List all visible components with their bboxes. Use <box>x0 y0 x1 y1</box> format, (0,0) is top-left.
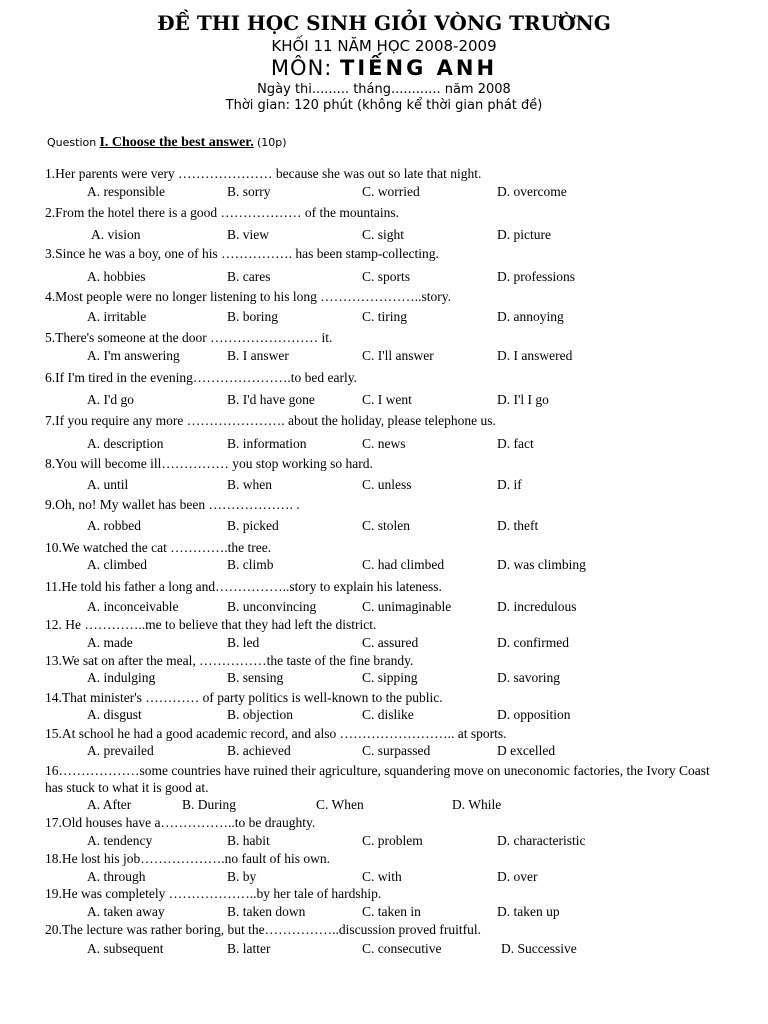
question-9-options <box>0 518 768 535</box>
question-8-text: 8.You will become ill…………… you stop working so hard. <box>45 456 373 471</box>
question-13-options <box>0 670 768 687</box>
question-14-option-a: A. disgust <box>87 707 142 722</box>
question-15-text: 15.At school he had a good academic record, and also …………………….. at sports. <box>45 726 507 741</box>
question-3-option-c: C. sports <box>362 269 411 284</box>
question-20-option-c: C. consecutive <box>362 941 442 956</box>
question-20-option-a: A. subsequent <box>87 941 164 956</box>
question-11-option-a: A. inconceivable <box>87 599 179 614</box>
question-19-option-c: C. taken in <box>362 904 421 919</box>
question-10-text: 10.We watched the cat ………….the tree. <box>45 540 272 555</box>
question-7-option-c: C. news <box>362 436 406 451</box>
question-2-option-d: D. picture <box>497 227 551 242</box>
grade-year-line: KHỐI 11 NĂM HỌC 2008-2009 <box>271 37 497 55</box>
question-19-option-b: B. taken down <box>227 904 306 919</box>
question-4-option-b: B. boring <box>227 309 279 324</box>
question-1-option-b: B. sorry <box>227 184 271 199</box>
question-17-option-b: B. habit <box>227 833 270 848</box>
question-10-option-c: C. had climbed <box>362 557 445 572</box>
question-4-option-a: A. irritable <box>87 309 147 324</box>
question-14-option-c: C. dislike <box>362 707 414 722</box>
question-15-option-b: B. achieved <box>227 743 291 758</box>
question-9-option-b: B. picked <box>227 518 279 533</box>
question-12-options <box>0 635 768 652</box>
question-17-text: 17.Old houses have a……………..to be draughty. <box>45 815 316 830</box>
question-16-option-c: C. When <box>316 797 364 812</box>
question-15-options <box>0 743 768 760</box>
question-6-option-a: A. I'd go <box>87 392 135 407</box>
question-7-option-a: A. description <box>87 436 164 451</box>
question-17-option-c: C. problem <box>362 833 423 848</box>
question-5-text: 5.There's someone at the door …………………… it. <box>45 330 333 345</box>
question-4-option-d: D. annoying <box>497 309 564 324</box>
question-18-option-b: B. by <box>227 869 257 884</box>
question-19-options <box>0 904 768 921</box>
question-8-option-d: D. if <box>497 477 522 492</box>
question-19-option-a: A. taken away <box>87 904 165 919</box>
question-12-text: 12. He …………..me to believe that they had left the district. <box>45 617 377 632</box>
question-15-option-a: A. prevailed <box>87 743 154 758</box>
question-11-option-c: C. unimaginable <box>362 599 452 614</box>
question-17-options <box>0 833 768 850</box>
question-4-option-c: C. tiring <box>362 309 408 324</box>
question-17-option-a: A. tendency <box>87 833 153 848</box>
question-8-option-b: B. when <box>227 477 272 492</box>
question-10-option-d: D. was climbing <box>497 557 586 572</box>
question-16-options <box>0 797 768 814</box>
question-8-options <box>0 477 768 494</box>
question-2-option-c: C. sight <box>362 227 405 242</box>
question-17-option-d: D. characteristic <box>497 833 586 848</box>
question-3-option-b: B. cares <box>227 269 271 284</box>
question-9-option-a: A. robbed <box>87 518 141 533</box>
exam-time-line: Thời gian: 120 phút (không kể thời gian phát đề) <box>225 98 543 113</box>
question-10-options <box>0 557 768 574</box>
question-16-text: 16………………some countries have ruined their agriculture, squandering move on uneconomic factories, the Ivory Coast has stuck to what it is good at. <box>45 763 710 795</box>
question-7-option-b: B. information <box>227 436 307 451</box>
question-1-options <box>0 184 768 201</box>
question-7-text: 7.If you require any more …………………. about the holiday, please telephone us. <box>45 413 496 428</box>
question-3-options <box>0 269 768 286</box>
section-question-label: Question <box>47 136 97 149</box>
section-number: I <box>99 135 105 150</box>
exam-date-line: Ngày thi......... tháng............ năm 2008 <box>257 82 511 97</box>
question-13-option-b: B. sensing <box>227 670 284 685</box>
exam-title: ĐỀ THI HỌC SINH GIỎI VÒNG TRƯỜNG <box>157 11 611 35</box>
question-16-option-d: D. While <box>452 797 502 812</box>
question-7-option-d: D. fact <box>497 436 534 451</box>
question-13-option-d: D. savoring <box>497 670 560 685</box>
question-10-option-a: A. climbed <box>87 557 147 572</box>
question-19-option-d: D. taken up <box>497 904 560 919</box>
question-18-text: 18.He lost his job……………….no fault of his own. <box>45 851 330 866</box>
question-4-text: 4.Most people were no longer listening to his long …………………..story. <box>45 289 451 304</box>
question-18-options <box>0 869 768 886</box>
question-2-option-a: A. vision <box>91 227 141 242</box>
question-14-text: 14.That minister's ………… of party politics is well-known to the public. <box>45 690 443 705</box>
question-20-text: 20.The lecture was rather boring, but the……………..discussion proved fruitful. <box>45 922 482 937</box>
question-5-option-d: D. I answered <box>497 348 573 363</box>
question-13-text: 13.We sat on after the meal, ……………the taste of the fine brandy. <box>45 653 414 668</box>
question-14-option-d: D. opposition <box>497 707 571 722</box>
question-6-option-c: C. I went <box>362 392 412 407</box>
question-6-text: 6.If I'm tired in the evening………………….to bed early. <box>45 370 357 385</box>
section-heading <box>47 134 287 151</box>
question-20-option-b: B. latter <box>227 941 271 956</box>
question-3-text: 3.Since he was a boy, one of his ……………. has been stamp-collecting. <box>45 246 439 261</box>
question-5-options <box>0 348 768 365</box>
question-8-option-c: C. unless <box>362 477 412 492</box>
question-2-text: 2.From the hotel there is a good ……………… of the mountains. <box>45 205 399 220</box>
question-18-option-a: A. through <box>87 869 146 884</box>
question-12-option-b: B. led <box>227 635 260 650</box>
question-12-option-c: C. assured <box>362 635 419 650</box>
section-points: (10p) <box>256 136 287 149</box>
question-6-options <box>0 392 768 409</box>
question-15-option-c: C. surpassed <box>362 743 431 758</box>
question-13-option-c: C. sipping <box>362 670 418 685</box>
question-2-options <box>0 227 768 244</box>
question-4-options <box>0 309 768 326</box>
question-11-options <box>0 599 768 616</box>
question-14-options <box>0 707 768 724</box>
question-2-option-b: B. view <box>227 227 269 242</box>
question-9-option-c: C. stolen <box>362 518 411 533</box>
question-13-option-a: A. indulging <box>87 670 156 685</box>
question-12-option-d: D. confirmed <box>497 635 569 650</box>
question-1-option-c: C. worried <box>362 184 420 199</box>
question-12-option-a: A. made <box>87 635 133 650</box>
question-10-option-b: B. climb <box>227 557 274 572</box>
question-5-option-c: C. I'll answer <box>362 348 434 363</box>
question-14-option-b: B. objection <box>227 707 293 722</box>
question-16-option-a: A. After <box>87 797 132 812</box>
question-20-option-d: D. Successive <box>501 941 577 956</box>
question-6-option-d: D. I'l I go <box>497 392 549 407</box>
question-1-text: 1.Her parents were very ………………… because she was out so late that night. <box>45 166 482 181</box>
question-19-text: 19.He was completely ………………..by her tale of hardship. <box>45 886 382 901</box>
question-16-option-b: B. During <box>182 797 236 812</box>
subject-label: MÔN: <box>270 56 333 80</box>
question-11-option-b: B. unconvincing <box>227 599 317 614</box>
question-18-option-d: D. over <box>497 869 538 884</box>
question-11-option-d: D. incredulous <box>497 599 577 614</box>
question-1-option-a: A. responsible <box>87 184 165 199</box>
question-18-option-c: C. with <box>362 869 402 884</box>
question-8-option-a: A. until <box>87 477 129 492</box>
question-5-option-b: B. I answer <box>227 348 289 363</box>
question-20-options <box>0 941 768 958</box>
question-3-option-a: A. hobbies <box>87 269 146 284</box>
question-6-option-b: B. I'd have gone <box>227 392 315 407</box>
question-11-text: 11.He told his father a long and……………..story to explain his lateness. <box>45 579 442 594</box>
subject-line <box>0 56 768 80</box>
question-3-option-d: D. professions <box>497 269 575 284</box>
question-1-option-d: D. overcome <box>497 184 567 199</box>
question-7-options <box>0 436 768 453</box>
question-9-text: 9.Oh, no! My wallet has been ………………. . <box>45 497 300 512</box>
question-5-option-a: A. I'm answering <box>87 348 180 363</box>
question-15-option-d: D excelled <box>497 743 556 758</box>
section-title: . Choose the best answer. <box>104 135 254 150</box>
subject-name: TIẾNG ANH <box>340 56 498 80</box>
question-9-option-d: D. theft <box>497 518 539 533</box>
